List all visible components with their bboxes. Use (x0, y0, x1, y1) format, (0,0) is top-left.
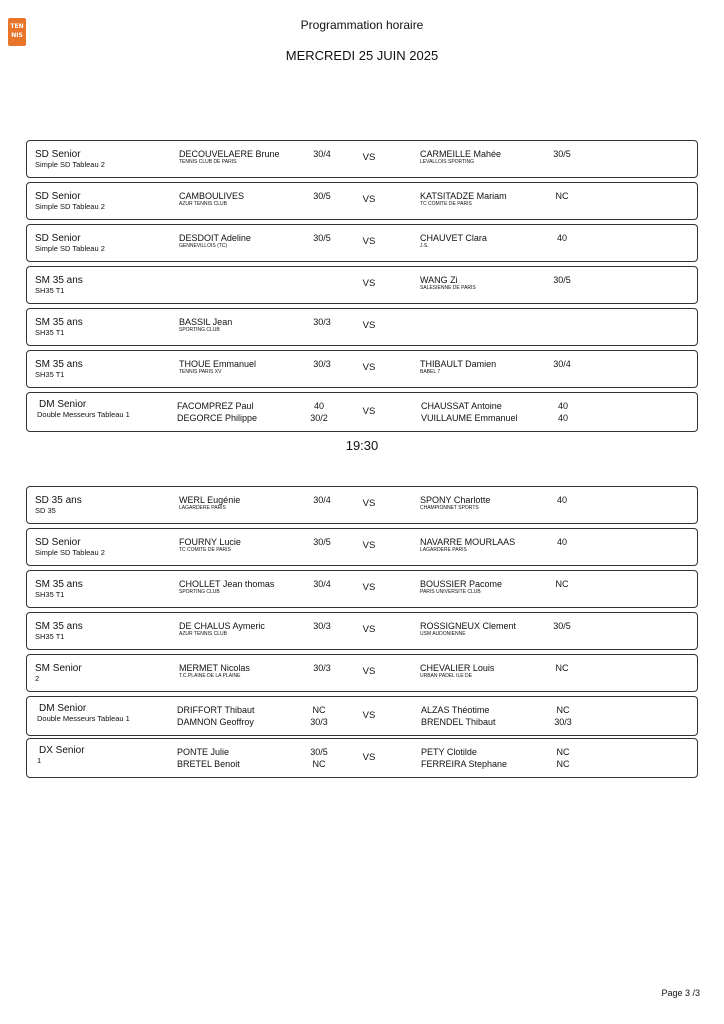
draw-name: Simple SD Tableau 2 (35, 244, 105, 253)
draw-name: Simple SD Tableau 2 (35, 548, 105, 557)
player-2-name: CHEVALIER Louis (420, 663, 495, 673)
player-1-name: THOUE Emmanuel (179, 359, 257, 369)
player-2-ranking: 40 (556, 233, 567, 243)
team-1-player-1-ranking: NC (312, 705, 326, 715)
event-name: SD 35 ans (35, 495, 82, 506)
team-2-player-2: VUILLAUME Emmanuel (421, 413, 518, 423)
player-1-club: TENNIS CLUB DE PARIS (179, 159, 237, 165)
schedule-date: MERCREDI 25 JUIN 2025 (285, 48, 439, 63)
team-1-player-1: FACOMPREZ Paul (177, 401, 254, 411)
team-2-player-2: BRENDEL Thibaut (421, 717, 496, 727)
draw-name: Simple SD Tableau 2 (35, 202, 105, 211)
player-1-ranking: 30/5 (313, 537, 331, 547)
team-2-player-2-ranking: 40 (557, 413, 568, 423)
player-1-club: TC COMITE DE PARIS (179, 547, 231, 553)
team-1-player-2: DEGORCE Philippe (177, 413, 258, 423)
player-2-name: KATSITADZE Mariam (420, 191, 507, 201)
match-row (26, 528, 698, 566)
player-1-name: DESDOIT Adeline (179, 233, 251, 243)
draw-name: SH35 T1 (35, 328, 65, 337)
player-1-club: LAGARDERE PARIS (179, 505, 226, 511)
team-1-player-1: PONTE Julie (177, 747, 230, 757)
draw-name: SH35 T1 (35, 590, 65, 599)
team-1-player-2-ranking: 30/2 (310, 413, 328, 423)
team-1-player-2-ranking: NC (312, 759, 326, 769)
event-name: SD Senior (35, 537, 81, 548)
player-2-name: WANG Zi (420, 275, 458, 285)
draw-name: Simple SD Tableau 2 (35, 160, 105, 169)
match-row (26, 308, 698, 346)
page-number: Page 3 /3 (661, 988, 700, 998)
versus-label: VS (362, 152, 376, 163)
event-name: SD Senior (35, 149, 81, 160)
player-1-club: T.C.PLAINE DE LA PLAINE (179, 673, 241, 679)
draw-name: 2 (35, 674, 40, 683)
draw-name: Double Messeurs Tableau 1 (37, 714, 130, 723)
versus-label: VS (362, 236, 376, 247)
match-row (26, 654, 698, 692)
player-2-club: URBAN PADEL ILE DE (420, 673, 472, 679)
team-1-player-1-ranking: 30/5 (310, 747, 328, 757)
versus-label: VS (362, 624, 376, 635)
match-row (26, 140, 698, 178)
player-1-name: FOURNY Lucie (179, 537, 241, 547)
player-2-club: CHAMPIONNET SPORTS (420, 505, 479, 511)
time-slot-heading: 19:30 (345, 438, 379, 453)
player-2-name: SPONY Charlotte (420, 495, 491, 505)
match-row (26, 350, 698, 388)
player-1-ranking: 30/4 (313, 579, 331, 589)
player-1-club: AZUR TENNIS CLUB (179, 201, 227, 207)
team-1-player-1-ranking: 40 (313, 401, 324, 411)
player-1-club: TENNIS PARIS XV (179, 369, 222, 375)
player-1-name: WERL Eugénie (179, 495, 241, 505)
player-2-ranking: 30/5 (553, 149, 571, 159)
versus-label: VS (362, 194, 376, 205)
player-1-club: SPORTING CLUB (179, 327, 220, 333)
doubles-match-row (26, 696, 698, 736)
draw-name: 1 (37, 756, 42, 765)
tennis-logo: TEN NIS (8, 18, 26, 46)
match-row (26, 224, 698, 262)
player-2-club: LAGARDERE PARIS (420, 547, 467, 553)
event-name: SM 35 ans (35, 317, 83, 328)
player-2-ranking: 30/5 (553, 621, 571, 631)
event-name: DX Senior (39, 745, 85, 756)
player-1-ranking: 30/3 (313, 621, 331, 631)
player-1-club: AZUR TENNIS CLUB (179, 631, 227, 637)
versus-label: VS (362, 752, 376, 763)
team-2-player-1-ranking: NC (556, 705, 570, 715)
player-1-name: DECOUVELAERE Brune (179, 149, 280, 159)
team-1-player-1: DRIFFORT Thibaut (177, 705, 255, 715)
player-2-club: TC COMITE DE PARIS (420, 201, 472, 207)
player-1-name: CHOLLET Jean thomas (179, 579, 275, 589)
player-2-name: NAVARRE MOURLAAS (420, 537, 516, 547)
player-2-ranking: NC (555, 191, 569, 201)
team-2-player-1-ranking: 40 (557, 401, 568, 411)
draw-name: SH35 T1 (35, 286, 65, 295)
player-1-name: BASSIL Jean (179, 317, 233, 327)
event-name: SM Senior (35, 663, 82, 674)
player-2-name: BOUSSIER Pacome (420, 579, 503, 589)
player-1-name: CAMBOULIVES (179, 191, 245, 201)
player-2-ranking: 30/4 (553, 359, 571, 369)
player-1-club: GENNEVILLOIS (TC) (179, 243, 228, 249)
player-2-ranking: 40 (556, 537, 567, 547)
doubles-match-row (26, 738, 698, 778)
player-1-ranking: 30/3 (313, 317, 331, 327)
player-2-club: J.S. (420, 243, 429, 249)
team-2-player-1: CHAUSSAT Antoine (421, 401, 502, 411)
doubles-match-row (26, 392, 698, 432)
team-2-player-2-ranking: NC (556, 759, 570, 769)
player-2-name: ROSSIGNEUX Clement (420, 621, 517, 631)
player-1-name: MERMET Nicolas (179, 663, 250, 673)
event-name: DM Senior (39, 399, 87, 410)
versus-label: VS (362, 406, 376, 417)
team-2-player-2-ranking: 30/3 (554, 717, 572, 727)
versus-label: VS (362, 362, 376, 373)
player-1-ranking: 30/4 (313, 495, 331, 505)
versus-label: VS (362, 320, 376, 331)
draw-name: Double Messeurs Tableau 1 (37, 410, 130, 419)
versus-label: VS (362, 278, 376, 289)
draw-name: SH35 T1 (35, 370, 65, 379)
player-2-club: USM AUDONIENNE (420, 631, 466, 637)
match-row (26, 570, 698, 608)
event-name: DM Senior (39, 703, 87, 714)
team-2-player-1: ALZAS Théotime (421, 705, 490, 715)
player-2-club: LEVALLOIS SPORTING (420, 159, 475, 165)
event-name: SD Senior (35, 233, 81, 244)
team-1-player-2: DAMNON Geoffroy (177, 717, 254, 727)
player-2-name: THIBAULT Damien (420, 359, 497, 369)
versus-label: VS (362, 666, 376, 677)
player-2-club: SALESIENNE DE PARIS (420, 285, 476, 291)
versus-label: VS (362, 710, 376, 721)
player-2-ranking: 40 (556, 495, 567, 505)
player-1-name: DE CHALUS Aymeric (179, 621, 265, 631)
player-2-club: BABEL 7 (420, 369, 441, 375)
player-2-name: CARMEILLE Mahée (420, 149, 502, 159)
player-2-ranking: 30/5 (553, 275, 571, 285)
draw-name: SD 35 (35, 506, 56, 515)
player-1-ranking: 30/5 (313, 191, 331, 201)
team-1-player-2-ranking: 30/3 (310, 717, 328, 727)
match-row (26, 266, 698, 304)
player-2-club: PARIS UNIVERSITE CLUB (420, 589, 481, 595)
match-row (26, 486, 698, 524)
event-name: SM 35 ans (35, 359, 83, 370)
player-1-ranking: 30/4 (313, 149, 331, 159)
match-row (26, 612, 698, 650)
team-1-player-2: BRETEL Benoit (177, 759, 240, 769)
page-title: Programmation horaire (300, 18, 424, 32)
event-name: SM 35 ans (35, 579, 83, 590)
event-name: SM 35 ans (35, 275, 83, 286)
versus-label: VS (362, 540, 376, 551)
player-1-ranking: 30/5 (313, 233, 331, 243)
player-2-ranking: NC (555, 579, 569, 589)
player-2-name: CHAUVET Clara (420, 233, 487, 243)
player-1-ranking: 30/3 (313, 359, 331, 369)
player-2-ranking: NC (555, 663, 569, 673)
player-1-ranking: 30/3 (313, 663, 331, 673)
draw-name: SH35 T1 (35, 632, 65, 641)
match-row (26, 182, 698, 220)
team-2-player-1: PETY Clotilde (421, 747, 477, 757)
team-2-player-2: FERREIRA Stephane (421, 759, 508, 769)
event-name: SM 35 ans (35, 621, 83, 632)
team-2-player-1-ranking: NC (556, 747, 570, 757)
player-1-club: SPORTING CLUB (179, 589, 220, 595)
event-name: SD Senior (35, 191, 81, 202)
versus-label: VS (362, 582, 376, 593)
versus-label: VS (362, 498, 376, 509)
